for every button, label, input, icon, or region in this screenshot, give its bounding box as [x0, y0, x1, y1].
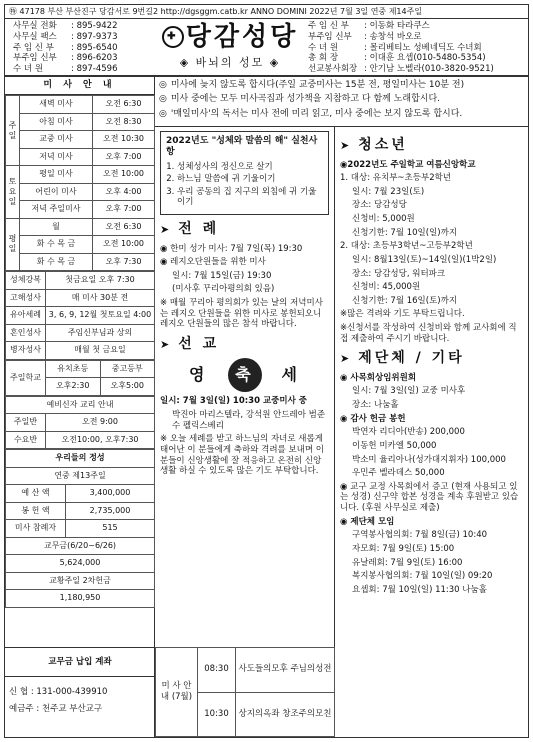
contact-list	[7, 21, 152, 75]
mass-schedule-title: 미 사 안 내	[5, 77, 154, 95]
table-row: 평일 월 오전 6:30	[6, 218, 155, 236]
arrow-icon: ➤	[340, 352, 353, 366]
left-column	[5, 77, 155, 737]
mission-heading: ➤ 선 교	[160, 335, 220, 352]
youth-heading: ➤ 청소년	[340, 137, 408, 153]
table-row: 병자성사 매월 첫 금요일	[6, 342, 155, 360]
staff-list	[308, 21, 526, 75]
table-row: 주일반 오전 9:00	[6, 414, 155, 432]
staff-row: 총 회 장 : 이대훈 요셉(010-5480-5354)	[308, 53, 486, 64]
staff-row: 수 녀 원 : 몰리베티노 성베네딕도 수녀회	[308, 42, 482, 53]
contact-row: 수 녀 원 : 897-4596	[13, 64, 118, 75]
table-row: 오후2:30 오후5:00	[6, 378, 155, 396]
table-row: 아침 미사 오전 8:30	[6, 113, 155, 131]
mass-guide	[155, 647, 335, 737]
table-row: 10:30 상지의옥좌 창조주의모친	[156, 692, 335, 737]
table-row: 수요반 오전10:00, 오후7:30	[6, 431, 155, 449]
table-row: 혼인성사 주임신부님과 상의	[6, 324, 155, 342]
bullet-icon: ◎	[159, 108, 167, 119]
table-row: 저녁 미사 오후 7:00	[6, 148, 155, 166]
account-bank: 신 협 : 131-000-439910	[9, 687, 108, 697]
table-row: 성체강복 첫금요일 오후 7:30	[6, 272, 155, 290]
table-row: 저녁 주일미사 오후 7:00	[6, 201, 155, 219]
staff-row: 부주임 신부 : 송창석 바오로	[308, 31, 422, 42]
baptism-celebration: 영 축 세	[160, 358, 329, 392]
contact-row: 부주임 신부 : 896-6203	[13, 53, 118, 64]
bullet-icon: ◎	[159, 80, 167, 90]
table-row: 예비신자 교리 안내	[6, 396, 155, 414]
practice-list: 1. 성체성사의 정신으로 살기 2. 하느님 말씀에 귀 기울이기 3. 우리 공동의 집 지구의 외침에 귀 기울이기	[166, 162, 323, 209]
notice-item: ◎ 미사에 늦지 않도록 합시다(주일 교중미사는 15분 전, 평일미사는 10분 전)	[159, 80, 465, 90]
groups-heading: ➤ 제단체 / 기타	[340, 350, 465, 367]
header	[5, 19, 528, 77]
middle-column: 2022년도 "성체와 말씀의 해" 실천사항 1. 성체성사의 정신으로 살기 2. 하느님 말씀에 귀 기울이기 3. 우리 공동의 집 지구의 외침에 귀 기울이기 ➤ 전 례 ◉ 한미 성가 미사: 7월 7일(목) 19:30 ◉ 레지오단원들을 위한 미사 일시: 7월 15일(금) 19:30 (미사후 꾸리아평의회 있음) ※ 매월 꾸리아 평의회가 있는 날의 저녁미사는 레지오 단원들을 위한 미사로 봉헌되오니 레지오 단원들의 많은 참석 바랍니다. ➤ 선 교 영 축 세 일시: 7월 3일(일) 10:30 교중미사 중 박진아 마리스텔라, 강석원 안드레아 범준수 펠릭스베리 ※ 오늘 세례를 받고 하느님의 자녀로 새롭게 태어난 이 분들에게 축하와 격려를 보내며 이 분들이 신앙생활에 잘 적응하고 온전히 신앙생활 하실 수 있도록 많은 기도 부탁합니다.	[155, 127, 335, 647]
mass-notice	[155, 77, 528, 127]
notice-item: ◎ 미사 중에는 모두 미사곡집과 성가책을 지참하고 다 함께 노래합시다.	[159, 94, 441, 105]
table-row: 예 산 액 3,400,000	[6, 485, 155, 503]
table-row: 미 사 안 내 (7월) 08:30 사도들의모후 주님의성전	[156, 648, 335, 693]
table-row: 미사 참례자 515	[6, 520, 155, 538]
mass-guide-table	[155, 647, 335, 737]
bullet-icon: ◎	[159, 94, 167, 105]
table-row: 연중 제13주일	[6, 467, 155, 485]
bulletin-page	[4, 4, 529, 738]
account-holder: 예금주 : 천주교 부산교구	[9, 703, 103, 714]
contact-row: 사무실 전화 : 895-9422	[13, 21, 118, 32]
mass-schedule-table	[5, 95, 155, 271]
catechumen-table	[5, 396, 155, 450]
table-row: 봉 헌 액 2,735,000	[6, 502, 155, 520]
contact-row: 주 임 신 부 : 895-6540	[13, 42, 118, 53]
table-row: 교중 미사 오전 10:30	[6, 131, 155, 149]
table-row: 토요일 평일 미사 오전 10:00	[6, 166, 155, 184]
right-column: ➤ 청소년 ◉2022년도 주일학교 여름신앙학교 1. 대상: 유치부~초등부2학년 일시: 7월 23일(토) 장소: 당감성당 신청비: 5,000원 신청기한: 7월 10일(일)까지 2. 대상: 초등부3학년~고등부2학년 일시: 8월13일(토)~14일(일)(1박2일) 장소: 당감성당, 워터파크 신청비: 45,000원 신청기한: 7월 16일(토)까지 ※많은 격려와 기도 부탁드립니다. ※신청서를 작성하여 신청비와 함께 교사회에 직접 제출하여 주시기 바랍니다. ➤ 제단체 / 기타 ◉ 사목회상임위원회 일시: 7월 3일(일) 교중 미사후 장소: 나눔홀 ◉ 감사 헌금 봉헌 박연자 리디아(반송) 200,000 이동헌 미카엘 50,000 박소미 율리아나(성가대지휘자) 100,000 우민주 벨라데스 50,000 ◉ 교구 교정 사목회에서 증고 (현재 사용되고 있는 성경) 신구약 합본 성경을 계속 후원받고 있습니다. (후원 사무실로 제출) ◉ 제단체 모임 구역봉사협의회: 7월 8일(금) 10:40 자모회: 7월 9일(토) 15:00 유날레회: 7월 9일(토) 16:00 복지봉사협의회: 7월 10일(일) 09:20 요셉회: 7월 10일(일) 11:30 나눔홀	[335, 127, 528, 737]
table-row: 교황주일 2차헌금	[6, 572, 155, 590]
parish-title: ✚ 당감성당	[155, 21, 305, 54]
table-row: 주일학교 유치초등 중고등부	[6, 360, 155, 378]
table-row: 유아세례 3, 6, 9, 12월 첫토요일 4:00	[6, 307, 155, 325]
table-row: 어린이 미사 오후 4:00	[6, 183, 155, 201]
church-emblem-icon: ✚	[162, 26, 184, 48]
sunday-school-table	[5, 360, 155, 396]
practice-box: 2022년도 "성체와 말씀의 해" 실천사항 1. 성체성사의 정신으로 살기 2. 하느님 말씀에 귀 기울이기 3. 우리 공동의 집 지구의 외침에 귀 기울이기	[160, 131, 329, 215]
parish-subtitle: ◈ 바뇌의 성모 ◈	[179, 55, 281, 69]
arrow-icon: ➤	[160, 222, 173, 236]
table-row: 교무금(6/20~6/26)	[6, 537, 155, 555]
table-row: 5,624,000	[6, 555, 155, 573]
table-row: 1,180,950	[6, 590, 155, 608]
arrow-icon: ➤	[160, 337, 173, 351]
notice-item: ◎ '매일미사'의 독서는 미사 전에 미리 읽고, 미사 중에는 보지 않도록 합시다.	[159, 108, 463, 119]
arrow-icon: ➤	[340, 138, 353, 152]
sacrament-table	[5, 271, 155, 360]
account-box	[5, 647, 155, 737]
table-row: 고해성사 매 미사 30분 전	[6, 289, 155, 307]
liturgy-heading: ➤ 전 례	[160, 221, 220, 237]
table-row: 화 수 목 금 오후 7:30	[6, 253, 155, 271]
top-address-line: ㊕ 47178 부산 부산진구 당감서로 9번길2 http://dgsggm.catb.kr ANNO DOMINI 2022년 7월 3일 연중 제14주일	[5, 5, 528, 19]
offering-table	[5, 449, 155, 608]
parish-logo	[155, 19, 305, 75]
table-row: 주일 새벽 미사 오전 6:30	[6, 96, 155, 114]
table-row: 우리들의 정성	[6, 450, 155, 468]
contact-row: 사무실 팩스 : 897-9373	[13, 31, 118, 42]
celebration-icon: 축	[228, 358, 262, 392]
staff-row: 주 임 신 부 : 이동화 타라쿠스	[308, 21, 430, 32]
account-title: 교무금 납입 계좌	[5, 647, 155, 677]
table-row: 화 수 목 금 오전 10:00	[6, 236, 155, 254]
staff-row: 선교봉사회장 : 안기남 노벨라(010-3820-9521)	[308, 64, 494, 75]
